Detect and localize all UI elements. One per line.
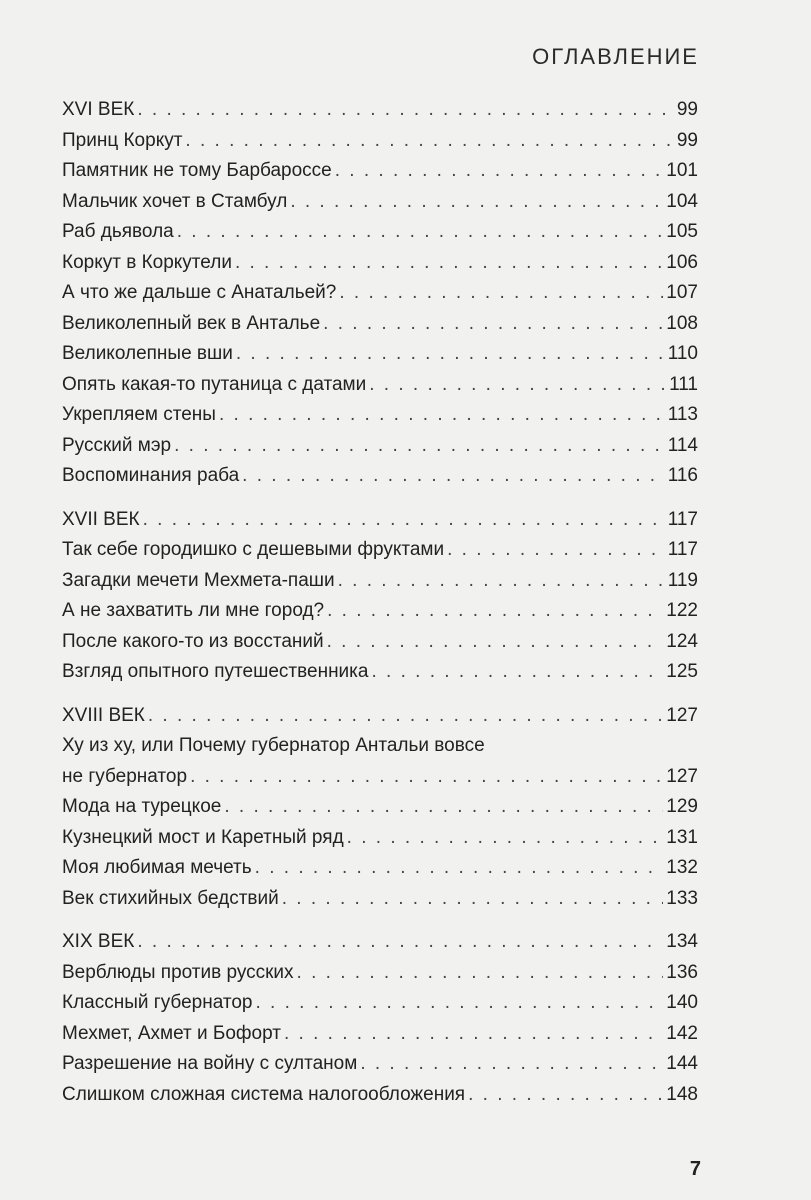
- dot-leader: [219, 400, 665, 431]
- dot-leader: [143, 505, 665, 536]
- toc-entry-title: Век стихийных бедствий: [62, 887, 279, 909]
- toc-entry[interactable]: [62, 461, 698, 492]
- toc-section-heading[interactable]: [62, 95, 698, 126]
- toc-entry-page: 111: [669, 373, 698, 395]
- toc-entry-title: Воспоминания раба: [62, 465, 240, 486]
- toc-entry-title: Классный губернатор: [62, 992, 253, 1013]
- toc-section: [62, 95, 698, 492]
- toc-entry[interactable]: [62, 339, 698, 370]
- toc-entry-title: После какого-то из восстаний: [62, 630, 324, 652]
- toc-entry-title: XIX ВЕК: [62, 931, 135, 952]
- toc-entry[interactable]: [62, 884, 698, 915]
- dot-leader: [338, 566, 665, 597]
- toc-entry[interactable]: [62, 823, 698, 854]
- dot-leader: [255, 988, 663, 1019]
- dot-leader: [297, 958, 664, 989]
- toc-entry[interactable]: [62, 988, 698, 1019]
- toc-entry-page: 136: [666, 961, 698, 983]
- toc-entry-page: 110: [667, 343, 698, 364]
- toc-entry[interactable]: [62, 126, 698, 157]
- dot-leader: [242, 461, 665, 492]
- toc-section-heading[interactable]: [62, 505, 698, 536]
- toc-entry-page: 106: [666, 251, 698, 273]
- toc-entry-title: А не захватить ли мне город?: [62, 600, 325, 621]
- toc-entry[interactable]: [62, 853, 698, 884]
- dot-leader: [369, 370, 666, 401]
- toc-entry-title: Коркут в Коркутели: [62, 251, 232, 273]
- toc-section: [62, 505, 698, 688]
- toc-entry-title: Памятник не тому Барбароссе: [62, 160, 332, 181]
- page-number: 7: [689, 1158, 701, 1180]
- toc-entry-title: А что же дальше с Анатальей?: [62, 282, 337, 303]
- dot-leader: [290, 187, 663, 218]
- toc-entry-title: Русский мэр: [62, 434, 172, 456]
- toc-entry-page: 131: [666, 826, 698, 848]
- toc-entry[interactable]: [62, 217, 698, 248]
- toc-entry-title: Великолепный век в Анталье: [62, 312, 321, 334]
- dot-leader: [284, 1019, 663, 1050]
- toc-entry-page: 133: [666, 887, 698, 909]
- toc-entry-page: 134: [666, 931, 698, 952]
- toc-entry-page: 122: [666, 600, 698, 621]
- dot-leader: [177, 217, 664, 248]
- toc-entry-page: 114: [667, 434, 698, 456]
- toc-entry-title: Укрепляем стены: [62, 404, 216, 425]
- toc-entry[interactable]: [62, 731, 698, 792]
- dot-leader: [339, 278, 663, 309]
- toc-entry-title: Слишком сложная система налогообложения: [62, 1083, 466, 1105]
- toc-entry-page: 99: [676, 129, 698, 151]
- toc-entry-title: Мода на турецкое: [62, 796, 222, 817]
- toc-entry[interactable]: [62, 657, 698, 688]
- dot-leader: [224, 792, 663, 823]
- toc-entry[interactable]: [62, 566, 698, 597]
- toc-entry[interactable]: [62, 535, 698, 566]
- toc-entry-title: Кузнецкий мост и Каретный ряд: [62, 826, 344, 848]
- dot-leader: [371, 657, 663, 688]
- toc-entry-page: 124: [666, 630, 698, 652]
- dot-leader: [468, 1080, 663, 1111]
- toc-entry-page: 148: [666, 1083, 698, 1105]
- toc-entry[interactable]: [62, 370, 698, 401]
- table-of-contents: [62, 95, 698, 1123]
- dot-leader: [255, 853, 664, 884]
- toc-entry-title: Принц Коркут: [62, 129, 183, 151]
- toc-entry-page: 132: [666, 857, 698, 878]
- toc-entry-title: Взгляд опытного путешественника: [62, 661, 369, 682]
- toc-entry-title: Опять какая-то путаница с датами: [62, 373, 367, 395]
- toc-entry[interactable]: [62, 1080, 698, 1111]
- dot-leader: [235, 248, 663, 279]
- toc-entry[interactable]: [62, 187, 698, 218]
- toc-entry-page: 144: [666, 1053, 698, 1074]
- toc-entry-page: 125: [666, 661, 698, 682]
- toc-entry-title: Ху из ху, или Почему губернатор Антальи вовсе: [62, 735, 485, 756]
- dot-leader: [282, 884, 664, 915]
- dot-leader: [236, 339, 665, 370]
- toc-entry-page: 108: [666, 312, 698, 334]
- dot-leader: [174, 431, 665, 462]
- toc-entry-page: 140: [666, 992, 698, 1013]
- toc-entry[interactable]: [62, 400, 698, 431]
- toc-section: [62, 927, 698, 1110]
- dot-leader: [185, 126, 673, 157]
- dot-leader: [148, 701, 663, 732]
- toc-entry-page: 107: [666, 282, 698, 303]
- page-header-title: ОГЛАВЛЕНИЕ: [532, 44, 699, 69]
- toc-entry-page: 127: [666, 704, 698, 726]
- toc-entry-title: Раб дьявола: [62, 221, 174, 242]
- dot-leader: [137, 95, 674, 126]
- toc-entry-title: Верблюды против русских: [62, 961, 294, 983]
- dot-leader: [347, 823, 664, 854]
- toc-entry-page: 104: [666, 190, 698, 212]
- toc-entry[interactable]: [62, 156, 698, 187]
- toc-entry[interactable]: [62, 248, 698, 279]
- toc-entry-title: XVIII ВЕК: [62, 704, 145, 726]
- dot-leader: [327, 596, 663, 627]
- toc-entry-title: Мальчик хочет в Стамбул: [62, 190, 288, 212]
- dot-leader: [447, 535, 665, 566]
- toc-entry[interactable]: [62, 278, 698, 309]
- toc-entry-title: Так себе городишко с дешевыми фруктами: [62, 539, 445, 560]
- dot-leader: [190, 762, 663, 793]
- toc-entry-page: 119: [667, 569, 698, 591]
- toc-entry-page: 117: [667, 539, 698, 560]
- toc-section: [62, 701, 698, 915]
- toc-entry-title-continued: не губернатор: [62, 765, 188, 787]
- toc-entry[interactable]: [62, 958, 698, 989]
- toc-entry-title: Моя любимая мечеть: [62, 857, 252, 878]
- dot-leader: [323, 309, 663, 340]
- toc-entry[interactable]: [62, 431, 698, 462]
- dot-leader: [335, 156, 664, 187]
- toc-entry-page: 117: [667, 508, 698, 530]
- toc-entry-title: Разрешение на войну с султаном: [62, 1053, 358, 1074]
- dot-leader: [327, 627, 664, 658]
- toc-entry[interactable]: [62, 1019, 698, 1050]
- toc-entry[interactable]: [62, 627, 698, 658]
- toc-entry-title: Загадки мечети Мехмета-паши: [62, 569, 335, 591]
- toc-entry-page: 127: [666, 765, 698, 787]
- toc-entry[interactable]: [62, 1049, 698, 1080]
- toc-entry-page: 129: [666, 796, 698, 817]
- toc-entry[interactable]: [62, 596, 698, 627]
- toc-entry-page: 116: [667, 465, 698, 486]
- toc-entry-title: XVII ВЕК: [62, 508, 140, 530]
- toc-section-heading[interactable]: [62, 701, 698, 732]
- dot-leader: [137, 927, 663, 958]
- toc-entry-page: 105: [666, 221, 698, 242]
- dot-leader: [360, 1049, 663, 1080]
- toc-entry[interactable]: [62, 792, 698, 823]
- toc-entry-title: XVI ВЕК: [62, 99, 135, 120]
- toc-entry-page: 99: [676, 99, 698, 120]
- toc-entry-title: Великолепные вши: [62, 343, 233, 364]
- toc-section-heading[interactable]: [62, 927, 698, 958]
- toc-entry-title: Мехмет, Ахмет и Бофорт: [62, 1022, 281, 1044]
- toc-entry-page: 101: [666, 160, 698, 181]
- toc-entry-page: 142: [666, 1022, 698, 1044]
- toc-entry-page: 113: [667, 404, 698, 425]
- toc-entry[interactable]: [62, 309, 698, 340]
